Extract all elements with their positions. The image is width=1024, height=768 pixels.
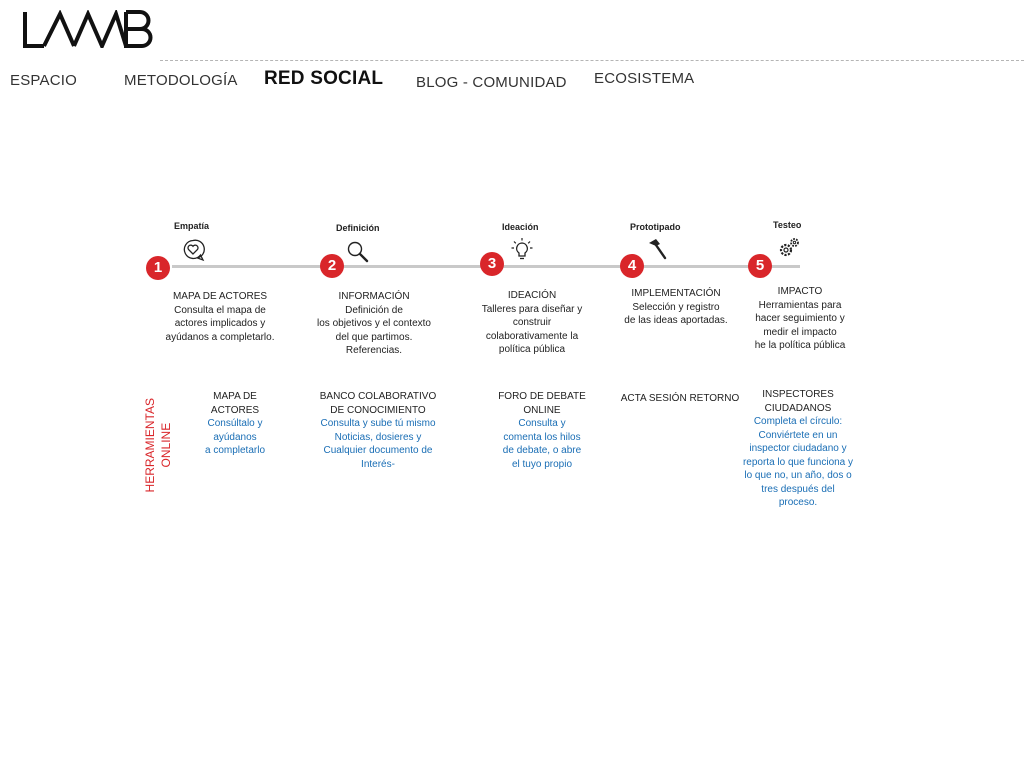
nav-ecosistema[interactable]: ECOSISTEMA (594, 70, 695, 87)
lightbulb-icon (510, 237, 534, 261)
phase-title-2: Definición (336, 223, 380, 233)
phase-4-description: IMPLEMENTACIÓN Selección y registro de las ideas aportadas. (624, 288, 728, 326)
phase-2-description: INFORMACIÓN Definición de los objetivos y el contexto del que partimos. Referencias. (317, 291, 431, 356)
heart-speech-icon (181, 238, 205, 262)
gears-icon (777, 236, 801, 260)
tool-debate-forum[interactable]: FORO DE DEBATE ONLINE Consulta y comenta los hilos de debate, o abre el tuyo propio (498, 391, 586, 470)
magnifier-icon (346, 240, 370, 264)
header-divider (160, 60, 1024, 61)
step-4-badge: 4 (620, 254, 644, 278)
tool-actor-map[interactable]: MAPA DE ACTORES Consúltalo y ayúdanos a completarlo (204, 391, 266, 456)
phase-title-1: Empatía (174, 221, 210, 231)
step-3-badge: 3 (480, 252, 504, 276)
nav-metodologia[interactable]: METODOLOGÍA (124, 72, 238, 89)
hammer-icon (645, 237, 669, 261)
nav-blog-comunidad[interactable]: BLOG - COMUNIDAD (416, 74, 567, 91)
tools-online-label: HERRAMIENTAS ONLINE (143, 398, 173, 493)
nav-espacio[interactable]: ESPACIO (10, 72, 77, 89)
phase-3-description: IDEACIÓN Talleres para diseñar y construir colaborativamente la política pública (481, 290, 583, 355)
step-1-badge: 1 (146, 256, 170, 280)
step-2-badge: 2 (320, 254, 344, 278)
lamb-logo (22, 10, 156, 48)
tool-knowledge-bank[interactable]: BANCO COLABORATIVO DE CONOCIMIENTO Consulta y sube tú mismo Noticias, dosieres y Cualquier documento de Interés- (319, 391, 437, 470)
phase-title-3: Ideación (502, 222, 539, 232)
phase-1-description: MAPA DE ACTORES Consulta el mapa de actores implicados y ayúdanos a completarlo. (165, 291, 275, 343)
phase-title-4: Prototipado (630, 222, 681, 232)
step-5-badge: 5 (748, 254, 772, 278)
tool-citizen-inspectors[interactable]: INSPECTORES CIUDADANOS Completa el círculo: Conviértete en un inspector ciudadano y reporta lo que funciona y lo que no, un año, dos o tres después del proceso. (742, 389, 854, 508)
nav-red-social[interactable]: RED SOCIAL (264, 68, 384, 89)
phase-5-description: IMPACTO Herramientas para hacer seguimiento y medir el impacto he la política pública (754, 286, 846, 351)
tool-return-session-minutes[interactable]: ACTA SESIÓN RETORNO (620, 393, 740, 404)
phase-title-5: Testeo (773, 220, 802, 230)
